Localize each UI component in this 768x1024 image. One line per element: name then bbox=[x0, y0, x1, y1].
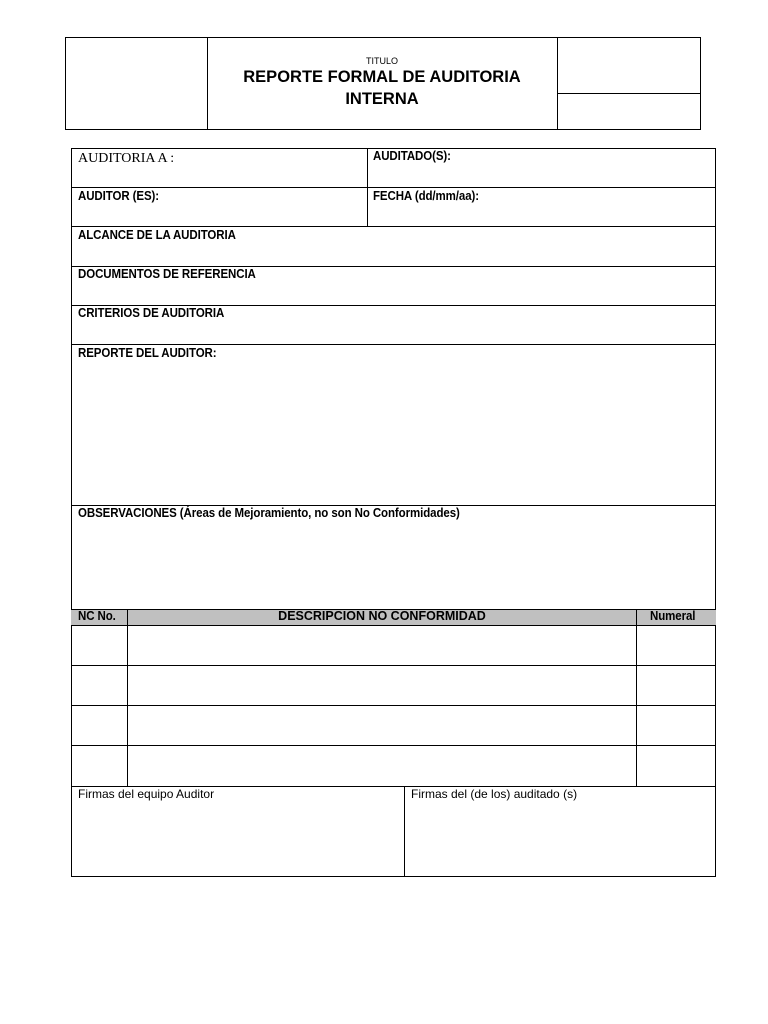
document-header bbox=[65, 37, 701, 130]
page-title-line-1: REPORTE FORMAL DE AUDITORIA bbox=[243, 68, 521, 86]
table-row bbox=[71, 665, 716, 666]
nc-col-divider bbox=[636, 609, 637, 786]
nc-header-description: DESCRIPCION NO CONFORMIDAD bbox=[278, 609, 486, 623]
header-divider-right bbox=[557, 38, 558, 129]
criterios-label: CRITERIOS DE AUDITORIA bbox=[78, 306, 225, 320]
header-divider-horizontal bbox=[557, 93, 700, 94]
table-row bbox=[71, 745, 716, 746]
auditados-label: AUDITADO(S): bbox=[373, 149, 451, 163]
row-divider bbox=[71, 226, 716, 227]
nc-header-numeral: Numeral bbox=[650, 609, 696, 623]
fecha-label: FECHA (dd/mm/aa): bbox=[373, 189, 479, 203]
observaciones-label: OBSERVACIONES (Áreas de Mejoramiento, no son No Conformidades) bbox=[78, 506, 460, 520]
row-divider bbox=[71, 187, 716, 188]
row-divider bbox=[71, 625, 716, 626]
auditores-label: AUDITOR (ES): bbox=[78, 189, 160, 203]
documentos-label: DOCUMENTOS DE REFERENCIA bbox=[78, 267, 256, 281]
signature-divider bbox=[404, 786, 405, 876]
header-small-title: TITULO bbox=[365, 56, 398, 66]
auditor-signatures-label: Firmas del equipo Auditor bbox=[78, 787, 215, 801]
nc-header-number: NC No. bbox=[78, 609, 116, 623]
alcance-label: ALCANCE DE LA AUDITORIA bbox=[78, 228, 236, 242]
nc-col-divider bbox=[127, 609, 128, 786]
auditoria-a-label: AUDITORIA A : bbox=[78, 151, 175, 166]
page-title-line-2: INTERNA bbox=[345, 90, 419, 108]
auditee-signatures-label: Firmas del (de los) auditado (s) bbox=[411, 787, 578, 801]
table-row bbox=[71, 705, 716, 706]
row-divider bbox=[71, 344, 716, 345]
reporte-label: REPORTE DEL AUDITOR: bbox=[78, 346, 217, 360]
